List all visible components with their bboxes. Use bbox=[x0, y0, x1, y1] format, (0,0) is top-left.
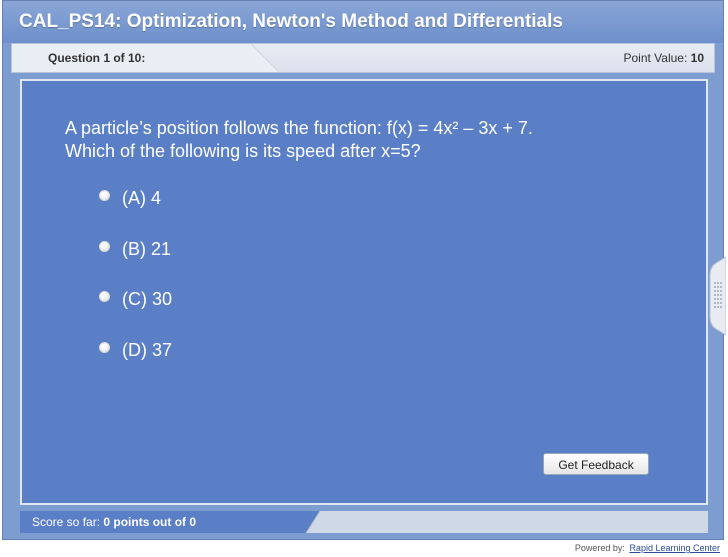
radio-button[interactable] bbox=[99, 190, 110, 201]
powered-by-label: Powered by: bbox=[574, 543, 625, 553]
radio-button[interactable] bbox=[99, 241, 110, 252]
radio-button[interactable] bbox=[99, 342, 110, 353]
get-feedback-button[interactable]: Get Feedback bbox=[543, 453, 649, 475]
choice-label: (B) 21 bbox=[122, 238, 172, 259]
choice-label: (A) 4 bbox=[122, 187, 162, 208]
score-value: 0 points out of 0 bbox=[103, 515, 197, 529]
point-value-label: Point Value: bbox=[623, 51, 688, 65]
choice-label: (C) 30 bbox=[122, 288, 173, 309]
score-bar bbox=[20, 511, 708, 533]
powered-by bbox=[575, 543, 720, 553]
question-line-1: A particle’s position follows the function: f(x) = 4x² – 3x + 7. bbox=[65, 118, 533, 138]
quiz-window bbox=[2, 0, 724, 540]
question-line-2: Which of the following is its speed after x=5? bbox=[65, 141, 421, 161]
choice-a[interactable] bbox=[99, 185, 161, 211]
question-panel bbox=[20, 79, 708, 505]
rapid-learning-link[interactable]: Rapid Learning Center bbox=[629, 543, 720, 553]
score-text bbox=[32, 515, 196, 529]
point-value bbox=[623, 51, 704, 65]
point-value-number: 10 bbox=[690, 51, 704, 65]
choice-label: (D) 37 bbox=[122, 339, 173, 360]
question-counter: Question 1 of 10: bbox=[48, 51, 146, 65]
title-bar bbox=[3, 1, 723, 43]
quiz-title: CAL_PS14: Optimization, Newton's Method and Differentials bbox=[19, 11, 563, 32]
side-drag-handle[interactable] bbox=[708, 257, 726, 335]
choice-c[interactable] bbox=[99, 286, 172, 312]
choice-d[interactable] bbox=[99, 337, 172, 363]
score-label: Score so far: bbox=[32, 515, 101, 529]
question-text bbox=[65, 117, 665, 163]
question-info-bar bbox=[11, 43, 715, 73]
choice-b[interactable] bbox=[99, 236, 171, 262]
radio-button[interactable] bbox=[99, 291, 110, 302]
